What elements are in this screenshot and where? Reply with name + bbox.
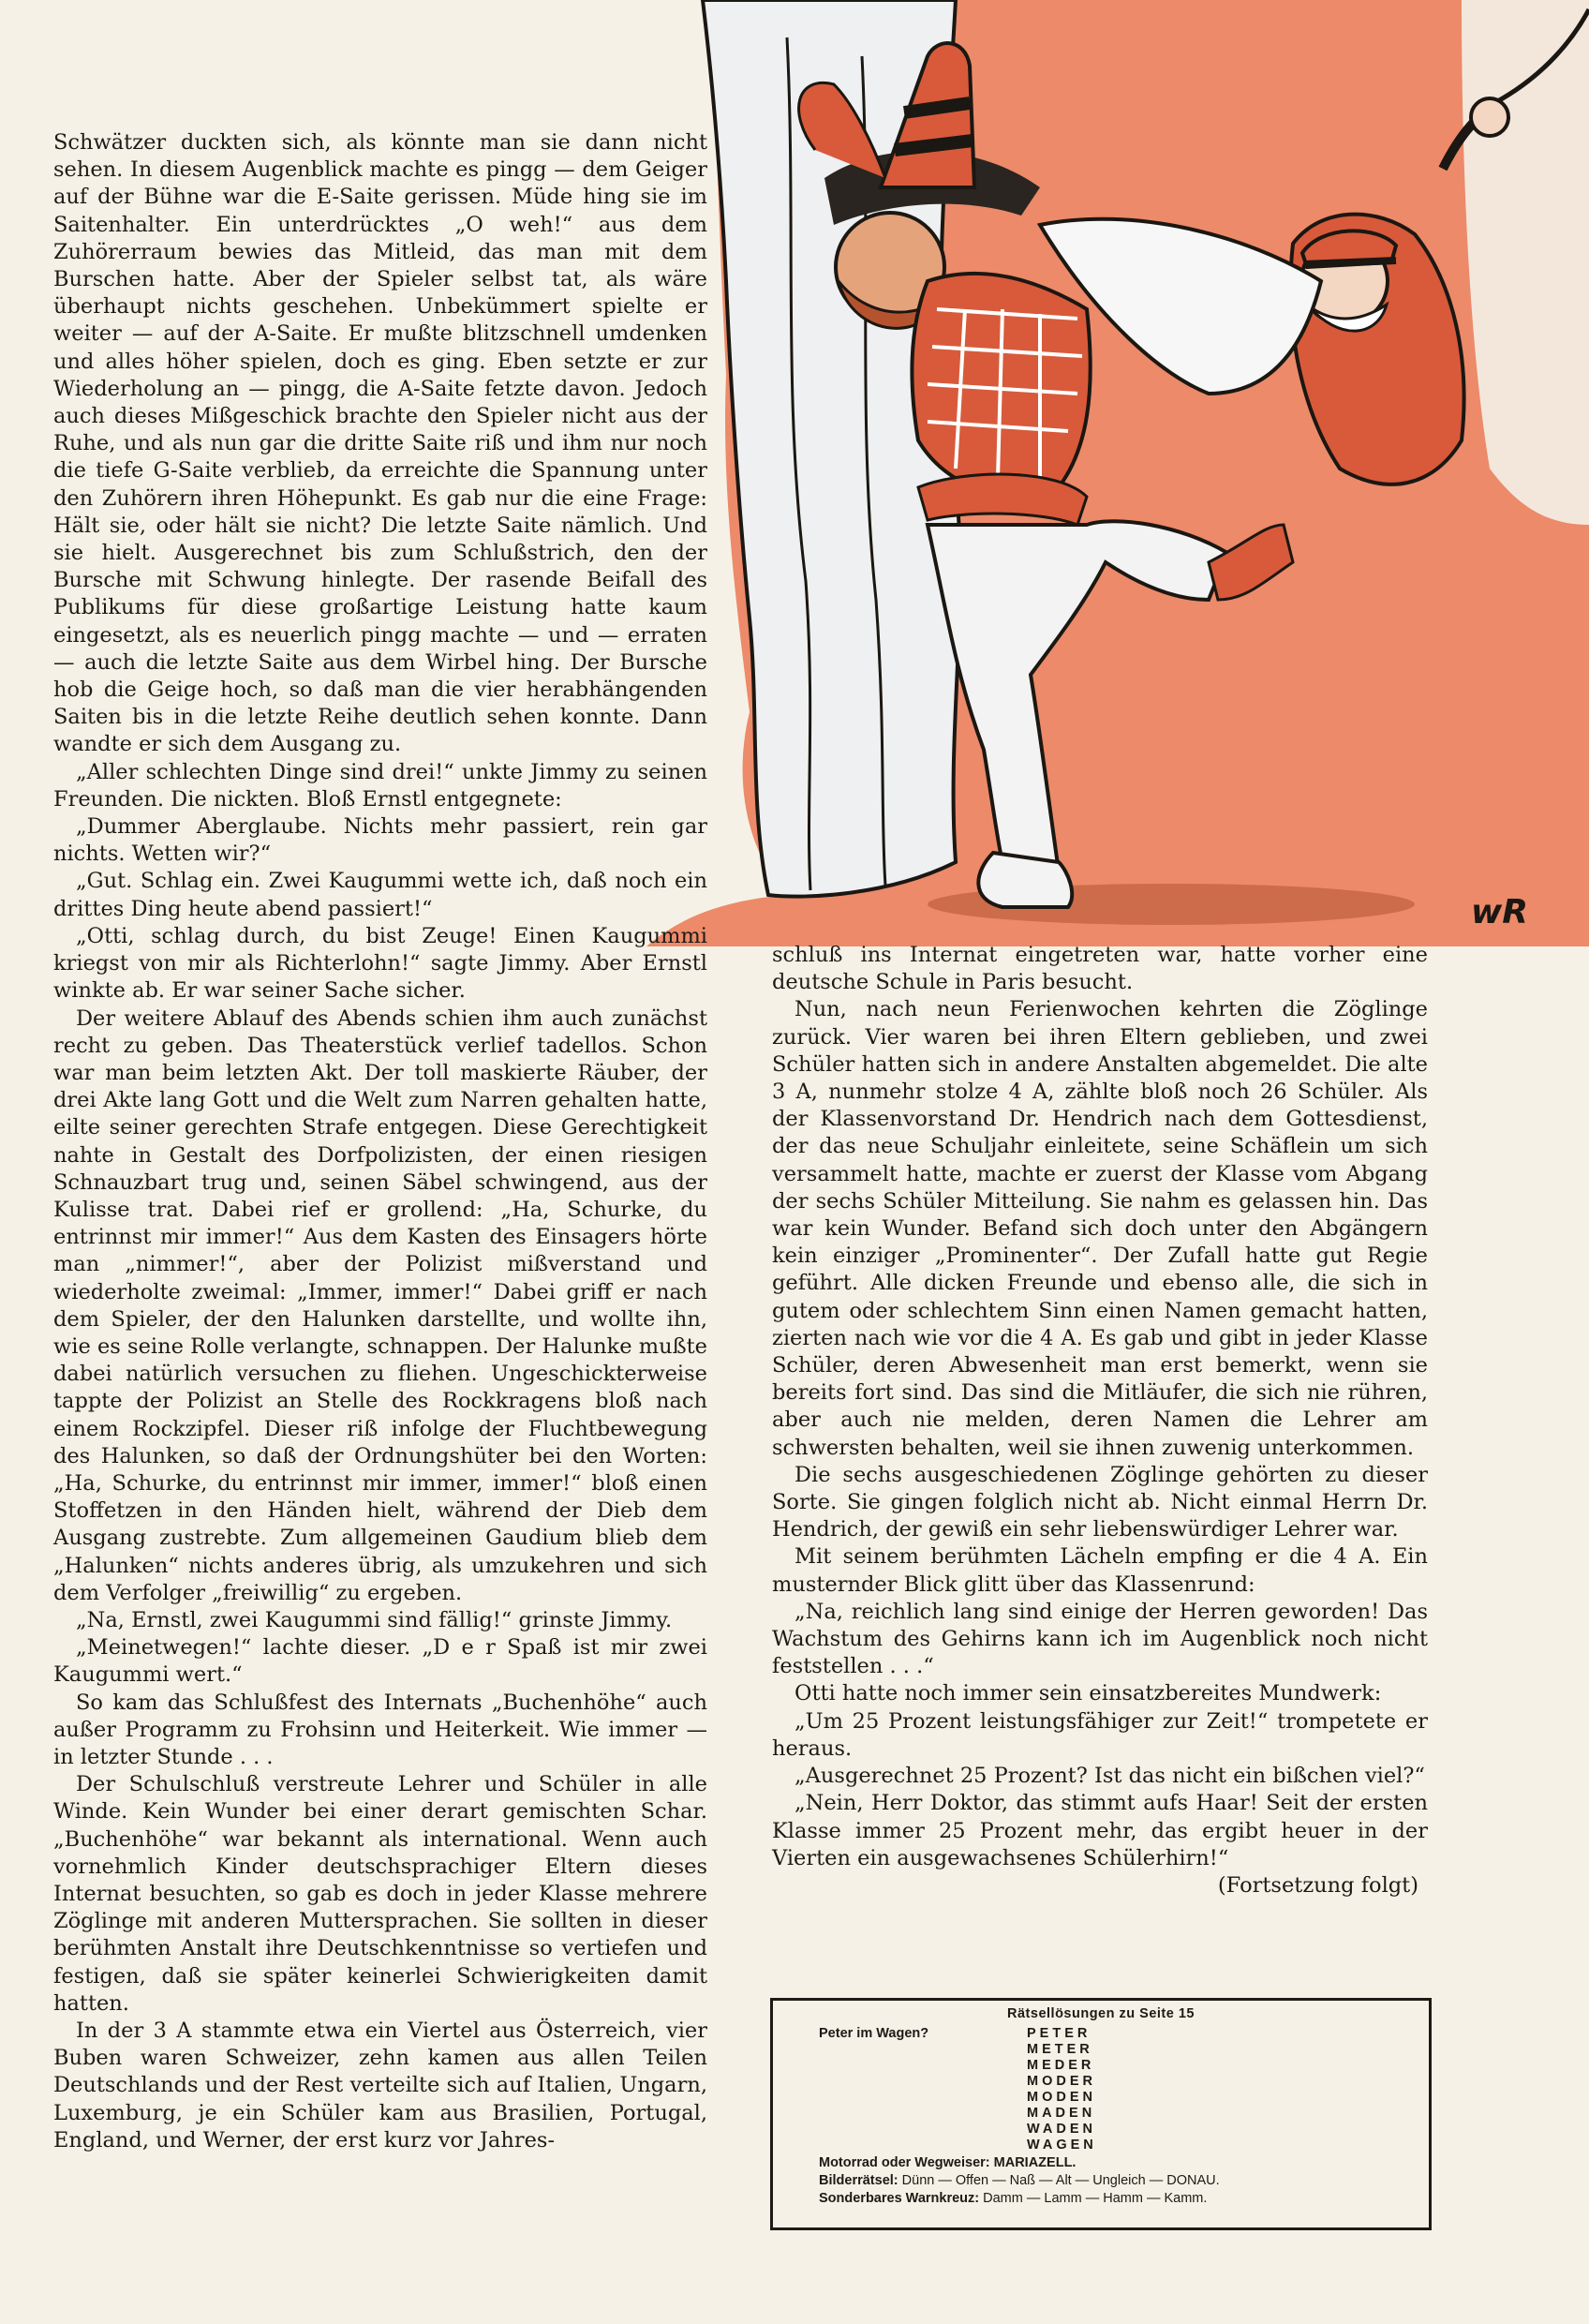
ladder-word: MADEN bbox=[1027, 2106, 1096, 2121]
paragraph: Schwätzer duckten sich, als könnte man sie dann nicht sehen. In diesem Augenblick machte es pingg — dem Geiger auf der Bühne war die E-Saite gerissen. Müde hing sie im Saitenhalter. Ein unterdrücktes „O weh!“ aus dem Zuhörerraum bewies das Mitleid, das man mit dem Burschen hatte. Aber der Spieler selbst tat, als wäre überhaupt nichts geschehen. Unbekümmert spielte er weiter — auf der A-Saite. Er mußte blitzschnell umdenken und alles höher spielen, doch es ging. Eben setzte er zur Wiederholung an — pingg, die A-Saite fetzte davon. Jedoch auch dieses Mißgeschick brachte den Spieler nicht aus der Ruhe, und als nun gar die dritte Saite riß und ihm nur noch die tiefe G-Saite verblieb, da erreichte die Spannung unter den Zuhörern ihren Höhepunkt. Es gab nur die eine Frage: Hält sie, oder hält sie nicht? Die letzte Saite nämlich. Und sie hielt. Ausgerechnet bis zum Schlußstrich, den der Bursche mit Schwung hinlegte. Der rasende Beifall des Publikums für diese großartige Leistung hatte kaum eingesetzt, als es neuerlich pingg machte — und — erraten — auch die letzte Saite aus dem Wirbel hing. Der Bursche hob die Geige hoch, so daß man die vier herabhängenden Saiten bis in die letzte Reihe deutlich sehen konnte. Dann wandte er sich dem Ausgang zu. bbox=[53, 130, 707, 757]
paragraph: „Gut. Schlag ein. Zwei Kaugummi wette ich, daß noch ein drittes Ding heute abend passiert!“ bbox=[53, 869, 707, 921]
motorrad-answer bbox=[786, 2155, 1416, 2171]
ladder-word: MODER bbox=[1027, 2074, 1096, 2089]
continuation-note: (Fortsetzung folgt) bbox=[1217, 1872, 1418, 1898]
warnkreuz-label: Sonderbares Warnkreuz: bbox=[819, 2191, 980, 2206]
motorrad-label: Motorrad oder Wegweiser: bbox=[819, 2155, 990, 2170]
story-illustration bbox=[646, 0, 1589, 946]
paragraph: Nun, nach neun Ferienwochen kehrten die Zöglinge zurück. Vier waren bei ihren Eltern geblieben, und zwei Schüler hatten sich in andere Anstalten abgemeldet. Die alte 3 A, nunmehr stolze 4 A, zählte bloß noch 26 Schüler. Als der Klassenvorstand Dr. Hendrich nach dem Gottesdienst, der das neue Schuljahr einleitete, seine Schäflein um sich versammelt hatte, machte er zuerst der Klasse vom Abgang der sechs Schüler Mitteilung. Sie nahm es gelassen hin. Das war kein Wunder. Befand sich doch unter den Abgängern kein einziger „Prominenter“. Der Zufall hatte gut Regie geführt. Alle dicken Freunde und ebenso alle, die sich in gutem oder schlechtem Sinn einen Namen gemacht hatten, zierten nach wie vor die 4 A. Es gab und gibt in jeder Klasse Schüler, deren Abwesenheit man erst bemerkt, wenn sie bereits fort sind. Das sind die Mitläufer, die sich nie rühren, aber auch nie melden, deren Namen die Lehrer am schwersten behalten, weil sie ihnen zuwenig unterkommen. bbox=[772, 997, 1428, 1460]
paragraph: Der weitere Ablauf des Abends schien ihm auch zunächst recht zu geben. Das Theaterstück verlief tadellos. Schon war man beim letzten Akt. Der toll maskierte Räuber, der drei Akte lang Gott und die Welt zum Narren gehalten hatte, eilte seiner gerechten Strafe entgegen. Diese Gerechtigkeit nahte in Gestalt des Dorfpolizisten, der einen riesigen Schnauzbart trug und, seinen Säbel schwingend, aus der Kulisse trat. Dabei rief er grollend: „Ha, Schurke, du entrinnst mir immer!“ Aus dem Kasten des Einsagers hörte man „nimmer!“, aber der Polizist mißverstand und wiederholte zweimal: „Immer, immer!“ Dabei griff er nach dem Spieler, der den Halunken darstellte, und wollte ihn, wie es seine Rolle verlangte, schnappen. Der Halunke mußte dabei natürlich versuchen zu fliehen. Ungeschickterweise tappte der Polizist an Stelle des Rockkragens bloß nach einem Rockzipfel. Dieser riß infolge der Fluchtbewegung des Halunken, so daß der Ordnungshüter bei den Worten: „Ha, Schurke, du entrinnst mir immer, immer!“ bloß einen Stoffetzen in den Händen hielt, während der Dieb dem Ausgang zustrebte. Zum allgemeinen Gaudium blieb dem „Halunken“ nichts anderes übrig, als umzukehren und sich dem Verfolger „freiwillig“ zu ergeben. bbox=[53, 1006, 707, 1605]
story-column-right bbox=[772, 942, 1428, 1899]
puzzle-answers-title: Rätsellösungen zu Seite 15 bbox=[1007, 2006, 1195, 2021]
peter-word-ladder bbox=[1027, 2026, 1097, 2153]
paragraph: „Meinetwegen!“ lachte dieser. „D e r Spaß ist mir zwei Kaugummi wert.“ bbox=[53, 1635, 707, 1688]
ladder-word: MEDER bbox=[1027, 2058, 1095, 2073]
paragraph: Die sechs ausgeschiedenen Zöglinge gehörten zu dieser Sorte. Sie gingen folglich nicht ab. Nicht einmal Herrn Dr. Hendrich, der gewiß ein sehr liebenswürdiger Lehrer war. bbox=[772, 1462, 1428, 1542]
paragraph: In der 3 A stammte etwa ein Viertel aus Österreich, vier Buben waren Schweizer, zehn kamen aus allen Teilen Deutschlands und der Rest verteilte sich auf Italien, Ungarn, Luxemburg, je ein Schüler kam aus Brasilien, Portugal, England, und Werner, der erst kurz vor Jahres- bbox=[53, 2019, 707, 2153]
paragraph: „Na, reichlich lang sind einige der Herren geworden! Das Wachstum des Gehirns kann ich im Augenblick noch nicht feststellen . . .“ bbox=[772, 1599, 1428, 1679]
ladder-word: MODEN bbox=[1027, 2090, 1096, 2105]
paragraph: „Aller schlechten Dinge sind drei!“ unkte Jimmy zu seinen Freunden. Die nickten. Bloß Ernstl entgegnete: bbox=[53, 759, 707, 812]
paragraph: „Na, Ernstl, zwei Kaugummi sind fällig!“ grinste Jimmy. bbox=[76, 1607, 673, 1632]
bilder-label: Bilderrätsel: bbox=[819, 2173, 898, 2188]
paragraph: „Nein, Herr Doktor, das stimmt aufs Haar! Seit der ersten Klasse immer 25 Prozent mehr, das ergibt heuer in der Vierten ein ausgewachsenes Schülerhirn!“ bbox=[772, 1791, 1428, 1870]
paragraph: Der Schulschluß verstreute Lehrer und Schüler in alle Winde. Kein Wunder bei einer derart gemischten Schar. „Buchenhöhe“ war bekannt als international. Wenn auch vornehmlich Kinder deutschsprachiger Eltern dieses Internat besuchten, so gab es doch in jeder Klasse mehrere Zöglinge mit anderen Muttersprachen. Sie sollten in dieser berühmten Anstalt ihre Deutschkenntnisse so vertiefen und festigen, daß sie später keinerlei Schwierigkeiten damit hatten. bbox=[53, 1772, 707, 2016]
puzzle-answers-box bbox=[770, 1998, 1432, 2230]
ladder-word: WADEN bbox=[1027, 2122, 1096, 2137]
paragraph: „Ausgerechnet 25 Prozent? Ist das nicht ein bißchen viel?“ bbox=[794, 1764, 1425, 1789]
paragraph: Otti hatte noch immer sein einsatzbereites Mundwerk: bbox=[794, 1681, 1382, 1706]
bilder-value: Dünn — Offen — Naß — Alt — Ungleich — DONAU. bbox=[901, 2173, 1220, 2188]
paragraph: „Dummer Aberglaube. Nichts mehr passiert, rein gar nichts. Wetten wir?“ bbox=[53, 814, 707, 867]
illustration-signature: wR bbox=[1471, 893, 1528, 931]
warnkreuz-answer bbox=[786, 2191, 1416, 2207]
paragraph: Mit seinem berühmten Lächeln empfing er die 4 A. Ein musternder Blick glitt über das Klassenrund: bbox=[772, 1544, 1428, 1597]
motorrad-value: MARIAZELL. bbox=[993, 2155, 1077, 2170]
bilder-answer bbox=[786, 2173, 1416, 2189]
ladder-word: METER bbox=[1027, 2042, 1093, 2057]
ladder-word: WAGEN bbox=[1027, 2138, 1097, 2153]
peter-label: Peter im Wagen? bbox=[819, 2026, 929, 2041]
paragraph: So kam das Schlußfest des Internats „Buchenhöhe“ auch außer Programm zu Frohsinn und Heiterkeit. Wie immer — in letzter Stunde . . . bbox=[53, 1690, 707, 1769]
peter-answer bbox=[786, 2026, 1416, 2153]
warnkreuz-value: Damm — Lamm — Hamm — Kamm. bbox=[983, 2191, 1208, 2206]
story-column-left bbox=[53, 129, 707, 2154]
paragraph: „Otti, schlag durch, du bist Zeuge! Einen Kaugummi kriegst von mir als Richterlohn!“ sagte Jimmy. Aber Ernstl winkte ab. Er war seiner Sache sicher. bbox=[53, 923, 707, 1004]
paragraph: „Um 25 Prozent leistungsfähiger zur Zeit!“ trompetete er heraus. bbox=[772, 1708, 1428, 1761]
ladder-word: PETER bbox=[1027, 2026, 1092, 2041]
paragraph: schluß ins Internat eingetreten war, hatte vorher eine deutsche Schule in Paris besucht. bbox=[772, 943, 1428, 995]
